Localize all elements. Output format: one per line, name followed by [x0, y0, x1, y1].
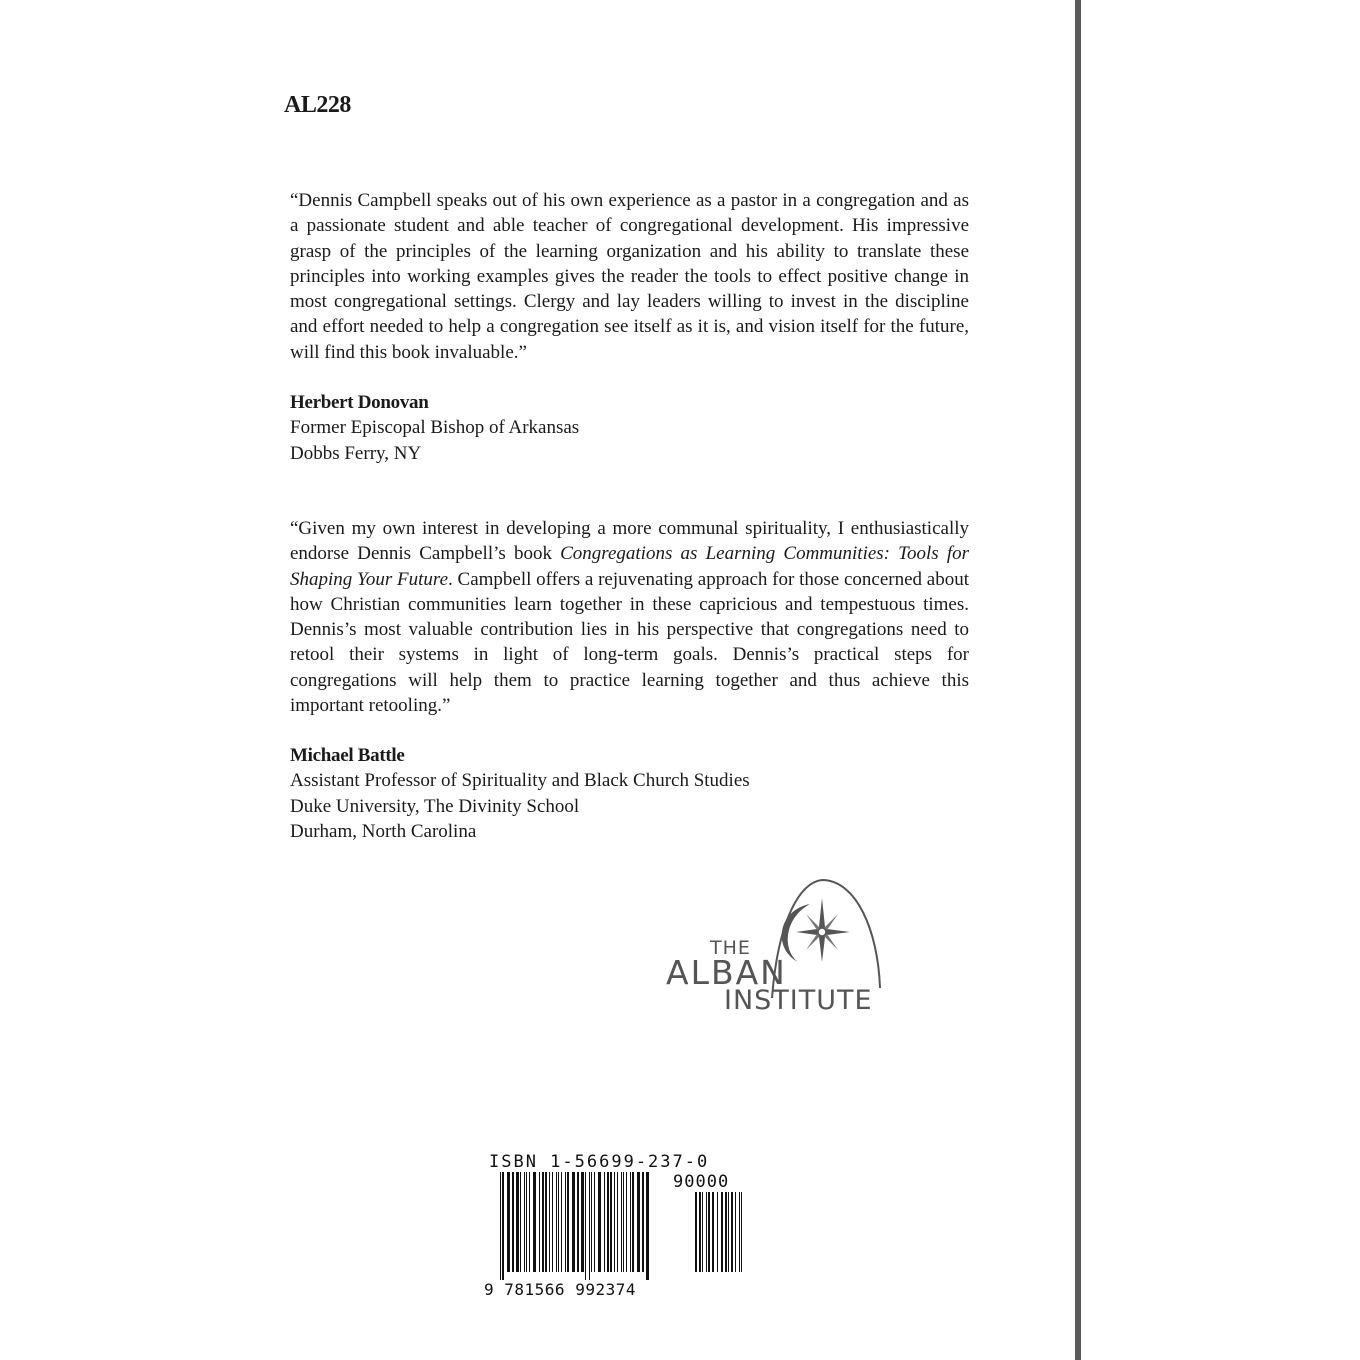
barcode-bar [626, 1172, 627, 1272]
barcode-bar [507, 1172, 510, 1272]
barcode-bar [567, 1172, 569, 1272]
barcode-bar [542, 1172, 544, 1272]
barcode-bar [539, 1172, 540, 1272]
barcode-addon-bar [708, 1192, 710, 1272]
barcode-addon-bar [725, 1192, 727, 1272]
barcode-bar [561, 1172, 562, 1272]
barcode-bar [577, 1172, 579, 1272]
barcode-bar [524, 1172, 525, 1272]
barcode-addon-bar [731, 1192, 733, 1272]
barcode-bar [632, 1172, 634, 1272]
endorser-2-affiliation: Duke University, The Divinity School [290, 795, 580, 817]
barcode-addon-bar [706, 1192, 707, 1272]
logo-line-the: THE [710, 937, 751, 959]
barcode-bar [558, 1172, 559, 1272]
barcode-bar [533, 1172, 536, 1272]
logo-line-alban: ALBAN [666, 953, 787, 992]
barcode-bar [610, 1172, 612, 1272]
endorser-1 [290, 390, 579, 466]
barcode-bar [526, 1172, 527, 1272]
barcode-bar [607, 1172, 609, 1272]
alban-institute-logo [660, 870, 890, 1020]
barcode-bar [581, 1172, 584, 1272]
barcode-bar [556, 1172, 557, 1272]
barcode-bar [585, 1172, 586, 1280]
endorser-2-name: Michael Battle [290, 745, 405, 766]
endorser-2-location: Durham, North Carolina [290, 820, 477, 842]
barcode-bar [630, 1172, 631, 1272]
barcode-addon-bar [712, 1192, 714, 1272]
barcode-bar [552, 1172, 553, 1272]
barcode-bar [617, 1172, 618, 1272]
ean-number: 9 781566 992374 [484, 1280, 636, 1299]
barcode-addon-bar [741, 1192, 742, 1272]
spine-edge [1075, 0, 1081, 1360]
barcode-addon-bar [735, 1192, 736, 1272]
barcode-bar [512, 1172, 514, 1272]
endorser-1-title: Former Episcopal Bishop of Arkansas [290, 417, 580, 439]
barcode-bar [502, 1172, 504, 1280]
logo-line-institute: INSTITUTE [724, 985, 873, 1016]
barcode-bar [520, 1172, 521, 1272]
barcode-bar [594, 1172, 595, 1272]
barcode-bar [549, 1172, 550, 1272]
catalog-code: AL228 [284, 92, 351, 118]
barcode-bar [637, 1172, 640, 1272]
barcode-bar [591, 1172, 592, 1272]
barcode-bar [565, 1172, 566, 1272]
endorsement-quote-1: “Dennis Campbell speaks out of his own experience as a pastor in a congregation and as a passionate student and able teacher of congregational development. His impressive grasp of the principles of the learning organization and his ability to translate these principles into working examples gives the reader the tools to effect positive change in most congregational settings. Clergy and lay leaders willing to invest in the discipline and effort needed to help a congregation see itself as it is, and vision itself for the future, will find this book invaluable.” [290, 190, 969, 363]
barcode-bar [516, 1172, 519, 1272]
barcode-bar [572, 1172, 575, 1272]
endorser-2 [290, 743, 750, 844]
barcode-bar [589, 1172, 590, 1280]
barcode-addon-bar [702, 1192, 703, 1272]
barcode-bar [545, 1172, 547, 1272]
barcode [500, 1172, 745, 1282]
quote-2-text-after: . Campbell offers a rejuvenating approach for those concerned about how Christian communities learn together in these capricious and tempestuous times. Dennis’s most valuable contribution lies in his perspective that congregations need to retool their systems in light of long-term goals. Dennis’s practical steps for congregations will help them to practice learning together and thus achieve this important retooling.” [290, 568, 969, 717]
barcode-addon-number: 90000 [673, 1172, 730, 1192]
barcode-bar [623, 1172, 624, 1272]
barcode-addon-bar [695, 1192, 697, 1272]
barcode-addon-bar [717, 1192, 718, 1272]
barcode-addon-bar [721, 1192, 723, 1272]
barcode-bar [500, 1172, 501, 1280]
quote-2-text-before: “Given my own interest in developing a more communal spirituality, I enthusiastically endorse Dennis Campbell’s book [290, 518, 969, 565]
quote-2-book-title: Congregations as Learning Communities: Tools for Shaping Your Future [290, 543, 969, 590]
barcode-bar [646, 1172, 649, 1280]
isbn-label: ISBN 1-56699-237-0 [489, 1152, 710, 1172]
barcode-addon-bar [728, 1192, 729, 1272]
endorsement-quote-2 [290, 516, 969, 718]
barcode-addon-bar [739, 1192, 740, 1272]
barcode-bar [621, 1172, 622, 1272]
endorser-1-location: Dobbs Ferry, NY [290, 442, 422, 464]
barcode-bar [642, 1172, 644, 1272]
endorser-2-title: Assistant Professor of Spirituality and Black Church Studies [290, 770, 750, 792]
endorser-1-name: Herbert Donovan [290, 392, 429, 413]
barcode-addon-bar [699, 1192, 701, 1272]
barcode-bar [614, 1172, 615, 1272]
barcode-bar [529, 1172, 530, 1272]
barcode-bar [604, 1172, 605, 1272]
barcode-bar [598, 1172, 601, 1272]
